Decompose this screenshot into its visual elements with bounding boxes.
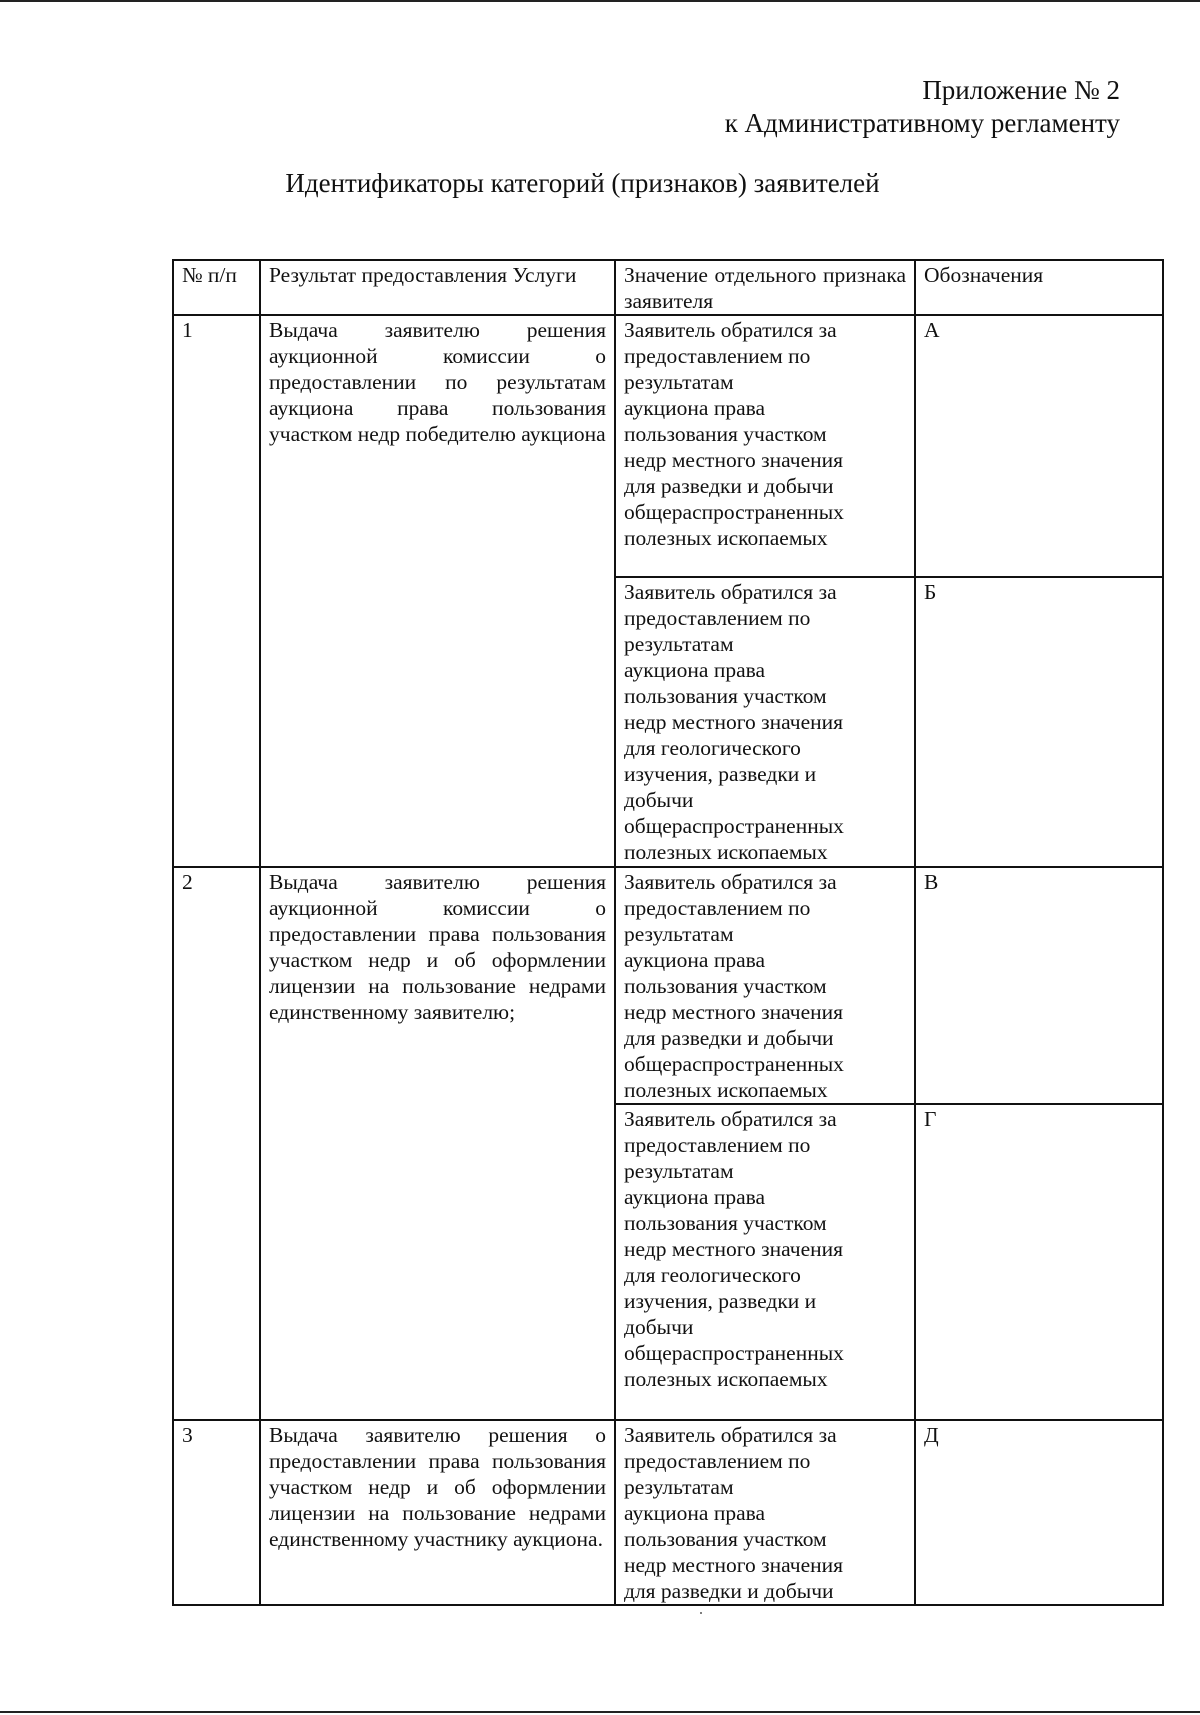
header-result: Результат предоставления Услуги [260,260,615,315]
value-cell: Заявитель обратился за предоставлением по результатам аукциона права пользования участком недр местного значения для разведки и добычи общераспространенных полезных ископаемых [615,315,915,577]
code-cell: Г [915,1104,1163,1420]
value-cell: Заявитель обратился за предоставлением по результатам аукциона права пользования участком недр местного значения для разведки и добычи общераспространенных полезных ископаемых [615,867,915,1104]
result-cell: Выдача заявителю решения аукционной комиссии о предоставлении права пользования участком недр и об оформлении лицензии на пользование недрами единственному заявителю; [260,867,615,1420]
categories-table [172,259,1164,1606]
code-cell: Б [915,577,1163,867]
result-cell: Выдача заявителю решения аукционной комиссии о предоставлении по результатам аукциона права пользования участком недр победителю аукциона [260,315,615,867]
row-number: 1 [173,315,260,867]
document-title: Идентификаторы категорий (признаков) заявителей [285,168,880,198]
appendix-reference: к Административному регламенту [724,108,1120,138]
code-cell: Д [915,1420,1163,1605]
appendix-number: Приложение № 2 [922,75,1120,105]
table-row [173,315,1163,577]
row-number: 2 [173,867,260,1420]
code-cell: В [915,867,1163,1104]
result-cell: Выдача заявителю решения о предоставлении права пользования участком недр и об оформлении лицензии на пользование недрами единственному участнику аукциона. [260,1420,615,1605]
appendix-header [725,74,1120,140]
row-number: 3 [173,1420,260,1605]
header-value: Значение отдельного признака заявителя [615,260,915,315]
value-cell: Заявитель обратился за предоставлением по результатам аукциона права пользования участком недр местного значения для геологического изучения, разведки и добычи общераспространенных полезных ископаемых [615,1104,915,1420]
scan-bottom-edge [0,1711,1200,1713]
code-cell: А [915,315,1163,577]
value-cell: Заявитель обратился за предоставлением по результатам аукциона права пользования участком недр местного значения для разведки и добычи [615,1420,915,1605]
scan-speck [700,1612,702,1614]
header-number: № п/п [173,260,260,315]
table-row [173,867,1163,1104]
header-code: Обозначения [915,260,1163,315]
table-header-row [173,260,1163,315]
scan-top-edge [0,0,1200,2]
value-cell: Заявитель обратился за предоставлением по результатам аукциона права пользования участком недр местного значения для геологического изучения, разведки и добычи общераспространенных полезных ископаемых [615,577,915,867]
table-row [173,1420,1163,1605]
